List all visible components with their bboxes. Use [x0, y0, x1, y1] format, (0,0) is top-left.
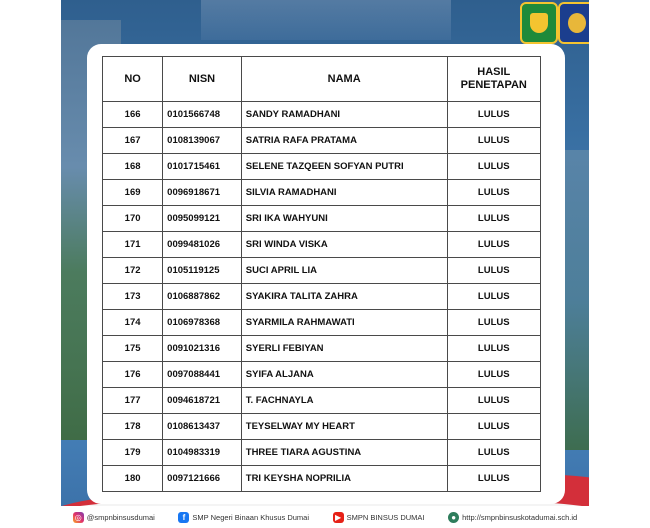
cell-nisn: 0095099121 [163, 206, 242, 232]
cell-hasil: LULUS [447, 336, 540, 362]
cell-nisn: 0101566748 [163, 102, 242, 128]
table-row [103, 232, 541, 258]
table-row [103, 362, 541, 388]
table-body [103, 102, 541, 492]
cell-hasil: LULUS [447, 206, 540, 232]
cell-nama: SILVIA RAMADHANI [241, 180, 447, 206]
cell-hasil: LULUS [447, 466, 540, 492]
cell-nisn: 0106887862 [163, 284, 242, 310]
table-row [103, 440, 541, 466]
cell-hasil: LULUS [447, 414, 540, 440]
cell-no: 179 [103, 440, 163, 466]
table-row [103, 102, 541, 128]
results-card [87, 44, 565, 504]
cell-nama: SATRIA RAFA PRATAMA [241, 128, 447, 154]
cell-no: 169 [103, 180, 163, 206]
cell-no: 175 [103, 336, 163, 362]
cell-hasil: LULUS [447, 232, 540, 258]
cell-hasil: LULUS [447, 310, 540, 336]
cell-hasil: LULUS [447, 284, 540, 310]
cell-hasil: LULUS [447, 440, 540, 466]
cell-nama: SYIFA ALJANA [241, 362, 447, 388]
cell-no: 177 [103, 388, 163, 414]
cell-hasil: LULUS [447, 128, 540, 154]
table-row [103, 258, 541, 284]
footer-youtube[interactable] [333, 512, 425, 523]
header-nisn: NISN [163, 57, 242, 102]
cell-nama: TEYSELWAY MY HEART [241, 414, 447, 440]
footer-instagram[interactable] [73, 512, 155, 523]
table-header-row [103, 57, 541, 102]
school-logo-icon [558, 2, 589, 44]
cell-no: 166 [103, 102, 163, 128]
city-logo-icon [520, 2, 558, 44]
cell-no: 170 [103, 206, 163, 232]
facebook-name: SMP Negeri Binaan Khusus Dumai [192, 512, 310, 522]
table-row [103, 128, 541, 154]
instagram-handle: @smpnbinsusdumai [86, 512, 155, 522]
cell-nama: TRI KEYSHA NOPRILIA [241, 466, 447, 492]
cell-hasil: LULUS [447, 388, 540, 414]
cell-no: 180 [103, 466, 163, 492]
table-row [103, 388, 541, 414]
cell-nama: SRI IKA WAHYUNI [241, 206, 447, 232]
globe-icon: ● [448, 512, 459, 523]
cell-hasil: LULUS [447, 362, 540, 388]
cell-nama: T. FACHNAYLA [241, 388, 447, 414]
footer-bar [61, 506, 589, 528]
cell-nama: SELENE TAZQEEN SOFYAN PUTRI [241, 154, 447, 180]
footer-website[interactable] [448, 512, 577, 523]
table-row [103, 284, 541, 310]
building-roof [201, 0, 451, 40]
table-row [103, 336, 541, 362]
website-url: http://smpnbinsuskotadumai.sch.id [462, 512, 578, 522]
cell-nama: SYAKIRA TALITA ZAHRA [241, 284, 447, 310]
cell-nisn: 0105119125 [163, 258, 242, 284]
table-row [103, 180, 541, 206]
youtube-icon: ▶ [333, 512, 344, 523]
cell-no: 178 [103, 414, 163, 440]
cell-hasil: LULUS [447, 154, 540, 180]
instagram-icon: ◎ [73, 512, 84, 523]
cell-nama: SRI WINDA VISKA [241, 232, 447, 258]
facebook-icon: f [178, 512, 189, 523]
cell-nama: SANDY RAMADHANI [241, 102, 447, 128]
table-row [103, 414, 541, 440]
results-table [102, 56, 541, 492]
header-no: NO [103, 57, 163, 102]
cell-nisn: 0094618721 [163, 388, 242, 414]
cell-no: 172 [103, 258, 163, 284]
cell-nisn: 0108613437 [163, 414, 242, 440]
cell-nisn: 0104983319 [163, 440, 242, 466]
cell-no: 167 [103, 128, 163, 154]
cell-hasil: LULUS [447, 258, 540, 284]
cell-nisn: 0108139067 [163, 128, 242, 154]
cell-nama: THREE TIARA AGUSTINA [241, 440, 447, 466]
youtube-name: SMPN BINSUS DUMAI [346, 512, 425, 522]
table-row [103, 310, 541, 336]
cell-no: 171 [103, 232, 163, 258]
cell-nisn: 0096918671 [163, 180, 242, 206]
cell-nama: SYARMILA RAHMAWATI [241, 310, 447, 336]
cell-no: 174 [103, 310, 163, 336]
cell-hasil: LULUS [447, 102, 540, 128]
cell-nisn: 0099481026 [163, 232, 242, 258]
table-row [103, 154, 541, 180]
cell-nisn: 0106978368 [163, 310, 242, 336]
cell-no: 168 [103, 154, 163, 180]
cell-nisn: 0101715461 [163, 154, 242, 180]
cell-no: 176 [103, 362, 163, 388]
cell-nisn: 0097088441 [163, 362, 242, 388]
cell-nama: SYERLI FEBIYAN [241, 336, 447, 362]
cell-no: 173 [103, 284, 163, 310]
cell-nama: SUCI APRIL LIA [241, 258, 447, 284]
cell-nisn: 0097121666 [163, 466, 242, 492]
header-nama: NAMA [241, 57, 447, 102]
cell-nisn: 0091021316 [163, 336, 242, 362]
header-hasil: HASIL PENETAPAN [447, 57, 540, 102]
cell-hasil: LULUS [447, 180, 540, 206]
table-row [103, 206, 541, 232]
footer-facebook[interactable] [178, 512, 309, 523]
table-row [103, 466, 541, 492]
